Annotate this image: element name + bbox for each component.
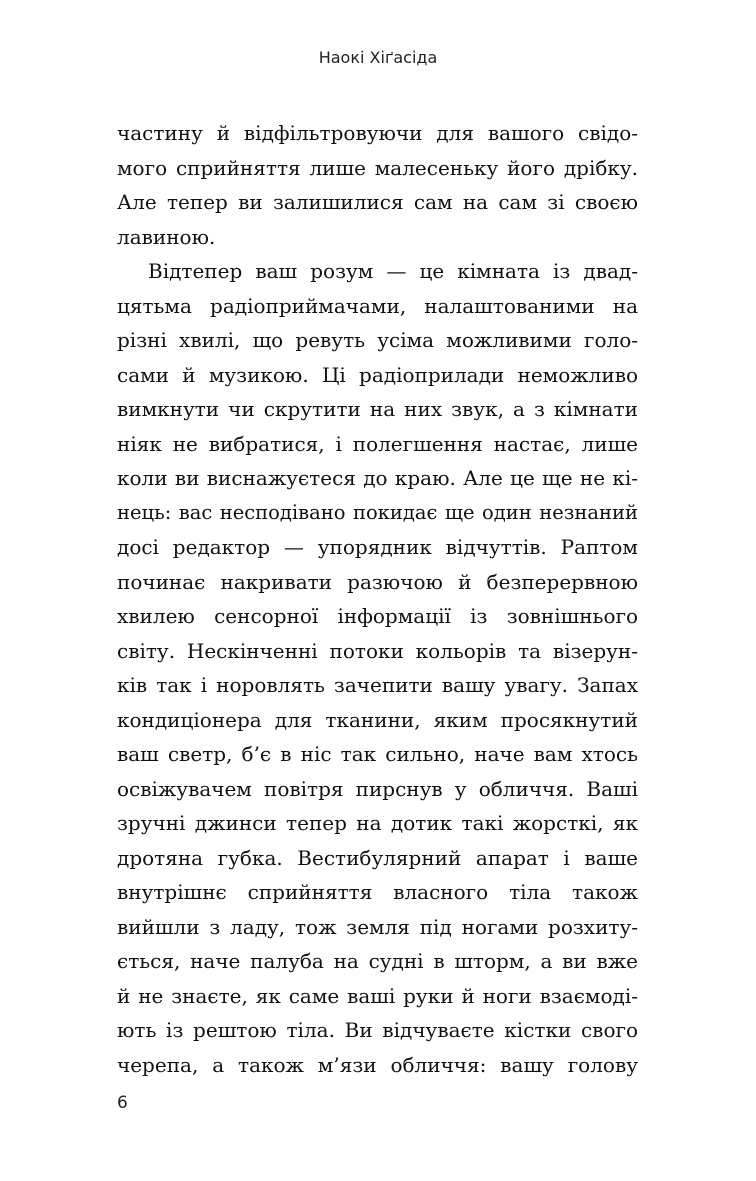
text-line: цятьма радіоприймачами, налаштованими на xyxy=(117,293,638,318)
text-line: ваш светр, б’є в ніс так сильно, наче вам хтось xyxy=(117,742,638,766)
text-line: частину й відфільтровуючи для вашого свідо- xyxy=(117,121,638,145)
text-line: починає накривати разючою й безперервною xyxy=(117,569,638,594)
text-line: Але тепер ви залишилися сам на сам зі своєю xyxy=(117,190,638,214)
text-line: ніяк не вибратися, і полегшення настає, лише xyxy=(117,431,638,456)
page-number: 6 xyxy=(117,1093,128,1113)
text-line: вимкнути чи скрутити на них звук, а з кімнати xyxy=(117,397,638,421)
text-line: ють із рештою тіла. Ви відчуваєте кістки свого xyxy=(117,1018,638,1042)
text-line: черепа, а також м’язи обличчя: вашу голову xyxy=(117,1052,638,1077)
text-line: досі редактор — упорядник відчуттів. Раптом xyxy=(117,535,638,559)
text-line: нець: вас несподівано покидає ще один незнаний xyxy=(117,500,638,524)
text-line: внутрішнє сприйняття власного тіла також xyxy=(117,880,638,904)
text-line: сами й музикою. Ці радіоприлади неможливо xyxy=(117,362,638,387)
text-line: ється, наче палуба на судні в шторм, а ви вже xyxy=(117,949,638,973)
text-line: хвилею сенсорної інформації із зовнішнього xyxy=(117,604,638,628)
text-line: світу. Нескінченні потоки кольорів та візерун- xyxy=(117,638,638,663)
text-line: коли ви виснажуєтеся до краю. Але це ще не кі- xyxy=(117,466,638,490)
text-line: мого сприйняття лише малесеньку його дрібку. xyxy=(117,155,638,180)
text-line: Відтепер ваш розум — це кімната із двад- xyxy=(148,259,638,283)
text-line: освіжувачем повітря пирснув у обличчя. Ваші xyxy=(117,776,638,801)
text-line: лавиною. xyxy=(117,224,216,249)
text-line: кондиціонера для тканини, яким просякнутий xyxy=(117,707,638,732)
text-line: ків так і норовлять зачепити вашу увагу. Запах xyxy=(117,673,638,697)
text-line: дротяна губка. Вестибулярний апарат і ваше xyxy=(117,845,638,870)
paragraph xyxy=(117,116,638,254)
paragraph xyxy=(117,254,638,1082)
text-line: зручні джинси тепер на дотик такі жорсткі, як xyxy=(117,811,638,835)
running-head: Наокі Хіґасіда xyxy=(318,48,438,67)
text-line: вийшли з ладу, тож земля під ногами розхиту- xyxy=(117,914,638,939)
text-line: різні хвилі, що ревуть усіма можливими голо- xyxy=(117,328,638,352)
text-line: й не знаєте, як саме ваші руки й ноги взаємоді- xyxy=(117,983,638,1008)
page-body xyxy=(117,116,638,1082)
